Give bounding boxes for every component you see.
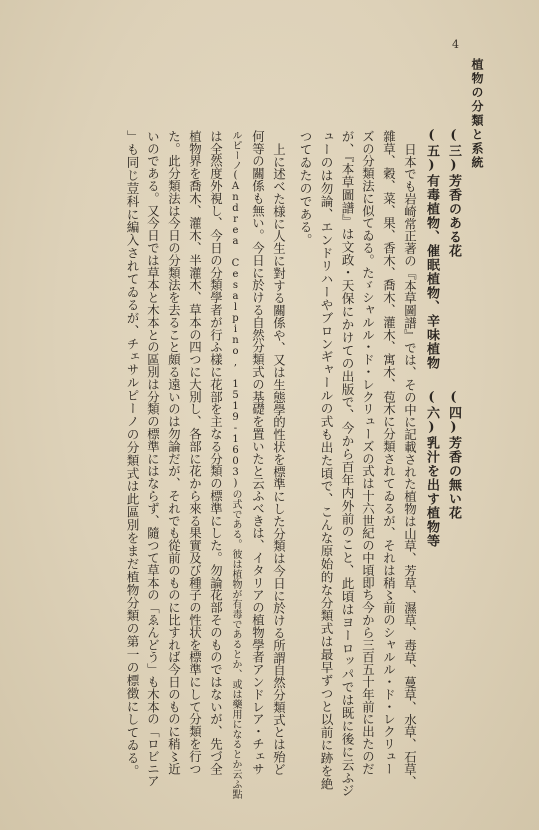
paragraph-2-line-5: 植物界を喬木、灌木、半灌木、草本の四つに大別し、各部に花から來る果實及び種子の性状を標準にして分類を行つ — [187, 130, 203, 775]
page-number: 4 — [452, 38, 459, 51]
paragraph-1-line-6: つてゐたのである。 — [297, 130, 313, 247]
paragraph-2-line-7: いのである。又今日では草本と木本との區別は分類の標準にはならず、隨つて草本の「ゑんどう」も木本の「ロビニア — [145, 130, 161, 788]
paragraph-2-line-2: 何等の關係も無い。今日に於ける自然分類式の基礎を置いたと云ふべきは、イタリアの植物學者アンドレア・チェサ — [250, 130, 266, 775]
paragraph-2-line-3: ルピーノ(Andrea Cesalpino, 1519-1603)の式である。彼は植物が有毒であるとか、或は藥用になるとか云ふ點 — [230, 130, 241, 799]
running-head: 植物の分類と系統 — [470, 58, 484, 170]
paragraph-1-line-5: ューのは勿論、エンドリハーやブロンギャールの式も出た頃で、こんな原始的な分類式は最早ずつと以前に跡を絶 — [318, 130, 334, 791]
heading-5: (五)有毒植物、催眠植物、辛味植物 — [424, 128, 439, 370]
heading-6: (六)乳汁を出す植物等 — [424, 390, 439, 548]
paragraph-2-line-4: は全然度外視し、今日の分類學者が行ふ樣に花部を主なる分類の標準にした。勿論花部そのものではないが、先づ全 — [208, 130, 224, 775]
paragraph-1-line-3: ズの分類法に似てゐる。たゞシャルル・ド・レクリューズの式は十六世紀の中頃即ち今から三百五十年前に出たのだ — [360, 130, 376, 775]
heading-3: (三)芳香のある花 — [446, 128, 461, 258]
paragraph-1-line-2: 雜草、穀、菜、果、香木、喬木、灌木、寓木、苞木に分類されてゐるが、それは稍〻前のシャルル・ド・レクリュー — [381, 130, 397, 775]
paragraph-1-line-1: 日本でも岩崎常正著の『本草圖譜』では、その中に記載された植物は山草、芳草、濕草、毒草、蔓草、水草、石草、 — [402, 143, 418, 788]
paragraph-2-line-1: 上に述べた様に人生に對する關係や、又は生態學的性状を標準にした分類は今日に於ける所謂自然分類式とは殆ど — [271, 143, 287, 776]
heading-4: (四)芳香の無い花 — [446, 390, 461, 520]
paragraph-1-line-4: が、『本草圖譜』は文政・天保にかけての出版で、今から百年内外前のこと、此頃はヨーロッパでは既に後に云ふジ — [339, 130, 355, 798]
paragraph-2-line-6: た。此分類法は今日の分類法を去ること頗る遠いのは勿論だが、それでも從前のものに比すれば今日のものに稍〻近 — [166, 130, 182, 775]
paragraph-2-line-8: 」も同じ荳科に編入されてゐるが、チェサルピーノの分類式は此區別をまだ植物分類の第一の標徴にしてゐる。 — [124, 130, 140, 778]
